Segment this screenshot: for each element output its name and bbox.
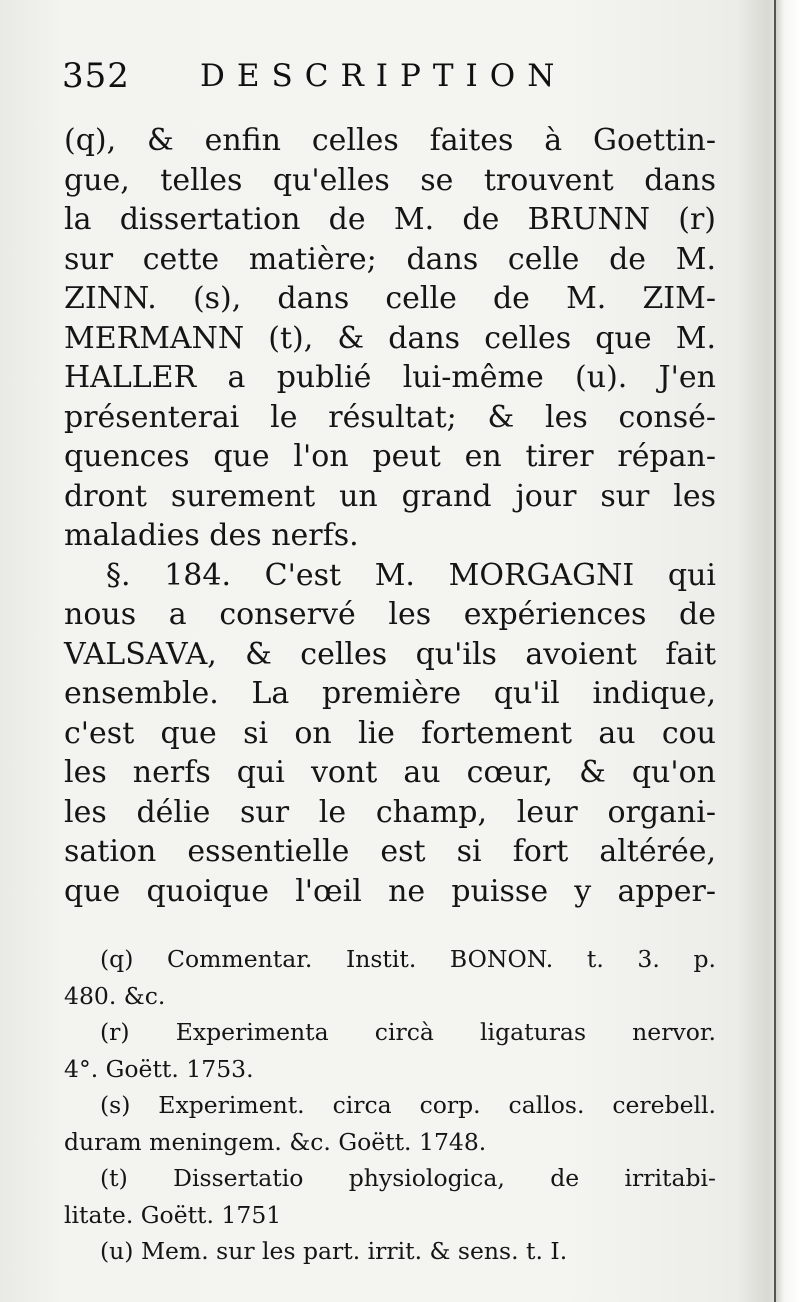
text-line-12: §. 184. C'est M. MORGAGNI qui [106, 557, 716, 593]
footnote-s-line-1: (s) Experiment. circa corp. callos. cerebell. [100, 1091, 716, 1119]
main-text [64, 121, 716, 911]
text-line-4: sur cette matière; dans celle de M. [64, 241, 716, 277]
footnotes [64, 941, 716, 1270]
text-line-17: les nerfs qui vont au cœur, & qu'on [64, 755, 716, 790]
text-line-15: ensemble. La première qu'il indique, [64, 676, 716, 711]
text-line-1: (q), & enfin celles faites à Goettin- [64, 123, 716, 158]
text-line-3: la dissertation de M. de BRUNN (r) [64, 202, 716, 237]
footnote-r-line-1: (r) Experimenta circà ligaturas nervor. [100, 1018, 716, 1046]
footnote-r-line-2: 4°. Goëtt. 1753. [64, 1054, 254, 1083]
footnote-t-line-1: (t) Dissertatio physiologica, de irritabi- [100, 1164, 716, 1192]
footnote-s-line-2: duram meningem. &c. Goëtt. 1748. [64, 1127, 487, 1156]
text-line-7: HALLER a publié lui-même (u). J'en [64, 360, 716, 395]
text-line-8: présenterai le résultat; & les consé- [64, 399, 716, 435]
text-line-16: c'est que si on lie fortement au cou [64, 715, 716, 751]
footnote-q-line-1: (q) Commentar. Instit. BONON. t. 3. p. [100, 945, 716, 973]
text-line-18: les délie sur le champ, leur organi- [64, 794, 716, 830]
footnote-u-line-1: (u) Mem. sur les part. irrit. & sens. t. I. [100, 1237, 568, 1265]
text-line-14: VALSAVA, & celles qu'ils avoient fait [64, 636, 716, 672]
text-line-10: dront surement un grand jour sur les [64, 478, 716, 514]
text-line-11: maladies des nerfs. [64, 518, 359, 553]
text-line-2: gue, telles qu'elles se trouvent dans [64, 162, 716, 198]
text-line-13: nous a conservé les expériences de [64, 597, 716, 632]
text-line-6: MERMANN (t), & dans celles que M. [64, 320, 716, 356]
footnote-t-line-2: litate. Goëtt. 1751 [64, 1200, 282, 1229]
page-header [62, 50, 742, 102]
text-line-20: que quoique l'œil ne puisse y apper- [64, 873, 716, 909]
page-edge [774, 0, 800, 1302]
page-edge-shadow [774, 0, 776, 1302]
text-line-9: quences que l'on peut en tirer répan- [64, 439, 716, 474]
text-line-19: sation essentielle est si fort altérée, [64, 834, 716, 869]
page-number: 352 [62, 56, 130, 96]
running-title: DESCRIPTION [200, 58, 567, 94]
text-line-5: ZINN. (s), dans celle de M. ZIM- [64, 281, 716, 316]
footnote-q-line-2: 480. &c. [64, 981, 166, 1010]
